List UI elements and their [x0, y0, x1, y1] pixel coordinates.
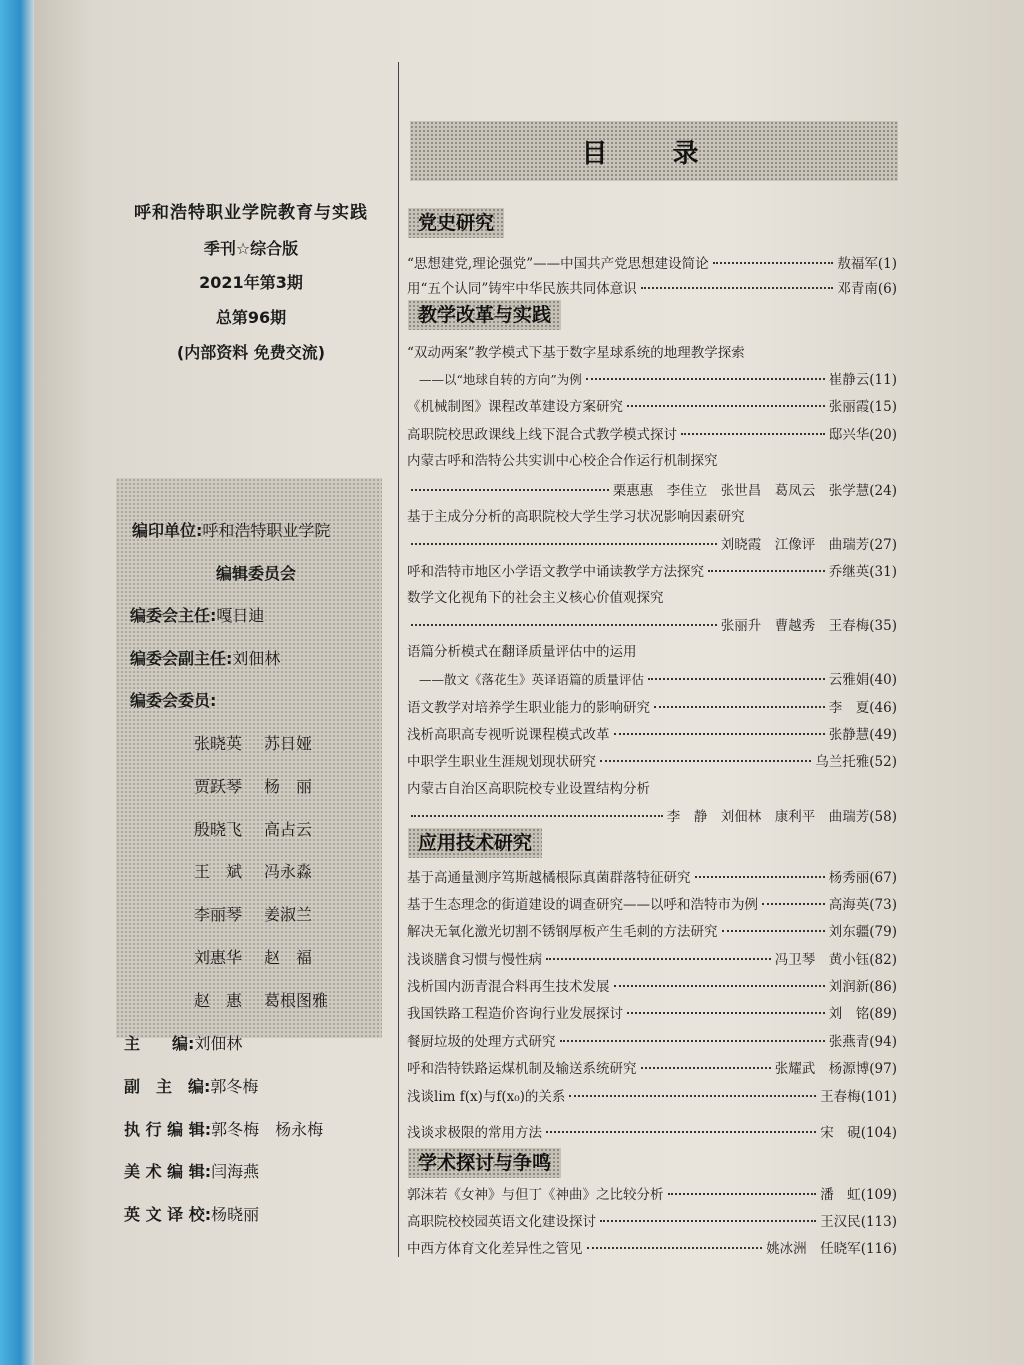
- toc-entry-author: 李 夏: [828, 700, 870, 716]
- toc-entry-title: 我国铁路工程造价咨询行业发展探讨: [407, 1006, 623, 1022]
- toc-heading-band: [410, 121, 898, 181]
- director-label: 编委会主任:: [130, 606, 217, 625]
- toc-entry-title: 解决无氧化激光切割不锈钢厚板产生毛刺的方法研究: [407, 924, 718, 940]
- toc-entry-author: 王汉民: [820, 1214, 861, 1230]
- toc-leader-dots: [668, 1193, 817, 1195]
- toc-entry: [407, 1210, 897, 1230]
- toc-entry-title: 用“五个认同”铸牢中华民族共同体意识: [407, 281, 637, 297]
- toc-entry-title: 语文教学对培养学生职业能力的影响研究: [407, 700, 650, 716]
- vice-director-line: [130, 646, 280, 669]
- members-label: 编委会委员:: [130, 691, 217, 710]
- toc-entry: [407, 640, 897, 660]
- toc-entry-page: (116): [860, 1241, 897, 1257]
- vice-director-label: 编委会副主任:: [130, 649, 233, 668]
- toc-leader-dots: [546, 1131, 816, 1133]
- toc-leader-dots: [648, 678, 825, 680]
- toc-leader-dots: [411, 489, 609, 491]
- toc-entry: [407, 479, 897, 499]
- toc-entry-title: 浅谈lim f(x)与f(x₀)的关系: [407, 1089, 566, 1105]
- toc-entry-page: (20): [869, 427, 897, 443]
- toc-entry-title: 内蒙古呼和浩特公共实训中心校企合作运行机制探究: [407, 453, 718, 469]
- toc-entry: [407, 1057, 897, 1077]
- toc-entry-page: (40): [869, 672, 897, 688]
- toc-leader-dots: [587, 1247, 763, 1249]
- toc-entry: [407, 1085, 897, 1105]
- toc-entry-title: “思想建党,理论强党”——中国共产党思想建设简论: [407, 256, 709, 272]
- deputy-editor-line: 副 主 编:郭冬梅: [124, 1077, 259, 1096]
- toc-entry: [407, 696, 897, 716]
- member-row: 刘惠华 赵 福: [194, 948, 313, 967]
- toc-entry: [407, 614, 897, 634]
- member-row: 殷晓飞 高占云: [194, 820, 313, 839]
- toc-entry-author: 崔静云: [828, 372, 870, 388]
- toc-entry-page: (97): [869, 1061, 897, 1077]
- director-value: 嘎日迪: [216, 606, 265, 625]
- toc-leader-dots: [722, 930, 825, 932]
- toc-leader-dots: [600, 760, 811, 762]
- toc-leader-dots: [627, 1012, 825, 1014]
- toc-entry-page: (15): [869, 399, 897, 415]
- toc-entry-author: 张丽升 曹越秀 王春梅: [720, 618, 870, 634]
- section-heading: 应用技术研究: [408, 828, 542, 858]
- toc-leader-dots: [762, 903, 825, 905]
- toc-entry-title: 中西方体育文化差异性之管见: [407, 1241, 583, 1257]
- toc-entry-title: 浅析高职高专视听说课程模式改革: [407, 727, 610, 743]
- toc-entry-author: 敖福军: [837, 256, 878, 272]
- toc-entry: [407, 449, 897, 469]
- toc-heading: 目 录: [581, 139, 727, 169]
- journal-title: 呼和浩特职业学院教育与实践: [134, 203, 368, 223]
- toc-entry-page: (82): [869, 952, 897, 968]
- toc-entry-author: 刘东疆: [828, 924, 870, 940]
- toc-entry-author: 杨秀丽: [828, 870, 870, 886]
- toc-entry-page: (73): [869, 897, 897, 913]
- english-proof-line: 英 文 译 校:杨晓丽: [124, 1205, 260, 1224]
- toc-entry-page: (109): [860, 1187, 897, 1203]
- toc-entry-page: (52): [869, 754, 897, 770]
- toc-entry-title: 基于高通量测序笃斯越橘根际真菌群落特征研究: [407, 870, 691, 886]
- publisher-label: 编印单位:: [132, 521, 203, 540]
- toc-entry: [407, 341, 897, 361]
- toc-entry-title: 呼和浩特市地区小学语文教学中诵读教学方法探究: [407, 564, 704, 580]
- toc-entry-page: (94): [869, 1034, 897, 1050]
- toc-entry-author: 潘 虹: [820, 1187, 861, 1203]
- toc-leader-dots: [641, 287, 834, 289]
- vice-director-value: 刘佃林: [232, 649, 281, 668]
- toc-entry-page: (27): [869, 537, 897, 553]
- toc-entry: [407, 1237, 897, 1257]
- toc-entry: [407, 920, 897, 940]
- toc-leader-dots: [695, 876, 825, 878]
- toc-entry-author: 冯卫琴 黄小钰: [774, 952, 870, 968]
- committee-heading: 编辑委员会: [216, 564, 297, 583]
- toc-leader-dots: [614, 733, 825, 735]
- toc-entry-title: 浅谈膳食习惯与慢性病: [407, 952, 542, 968]
- toc-entry-page: (79): [869, 924, 897, 940]
- toc-entry-author: 乌兰托雅: [815, 754, 870, 770]
- toc-entry-author: 刘润新: [828, 979, 870, 995]
- toc-entry-title: 高职院校校园英语文化建设探讨: [407, 1214, 596, 1230]
- toc-entry-author: 乔继英: [828, 564, 870, 580]
- toc-leader-dots: [627, 405, 825, 407]
- toc-leader-dots: [569, 1095, 816, 1097]
- toc-entry-author: 张燕青: [828, 1034, 870, 1050]
- toc-entry-author: 邓青南: [837, 281, 878, 297]
- toc-entry-page: (1): [877, 256, 897, 272]
- toc-entry-title: “双动两案”教学模式下基于数字星球系统的地理教学探索: [407, 345, 745, 361]
- journal-note: (内部资料 免费交流): [176, 343, 326, 362]
- toc-entry-page: (11): [869, 372, 897, 388]
- toc-entry: [407, 423, 897, 443]
- toc-entry-author: 宋 硯: [820, 1125, 861, 1141]
- toc-entry: [407, 777, 897, 797]
- toc-entry-page: (104): [860, 1125, 897, 1141]
- toc-leader-dots: [614, 985, 825, 987]
- toc-entry-title: 基于主成分分析的高职院校大学生学习状况影响因素研究: [407, 509, 745, 525]
- toc-entry: [407, 668, 897, 688]
- toc-entry-page: (35): [869, 618, 897, 634]
- toc-entry-title: 餐厨垃圾的处理方式研究: [407, 1034, 556, 1050]
- toc-leader-dots: [600, 1220, 816, 1222]
- toc-entry: [407, 750, 897, 770]
- art-editor-line: 美 术 编 辑:闫海燕: [124, 1162, 260, 1181]
- toc-entry-title: 中职学生职业生涯规划现状研究: [407, 754, 596, 770]
- toc-entry: [407, 975, 897, 995]
- toc-entry-page: (49): [869, 727, 897, 743]
- toc-entry-author: 云雅娟: [828, 672, 870, 688]
- toc-entry: [407, 277, 897, 297]
- toc-entry: [407, 560, 897, 580]
- toc-entry: [407, 1121, 897, 1141]
- chief-editor-line: 主 编:刘佃林: [124, 1034, 243, 1053]
- toc-entry-author: 姚冰洲 任晓军: [766, 1241, 861, 1257]
- toc-entry-title: 语篇分析模式在翻译质量评估中的运用: [407, 644, 637, 660]
- toc-leader-dots: [411, 624, 717, 626]
- toc-entry-title: ——散文《落花生》英译语篇的质量评估: [419, 672, 645, 687]
- toc-entry-author: 张静慧: [828, 727, 870, 743]
- exec-editor-line: 执 行 编 辑:郭冬梅 杨永梅: [124, 1120, 324, 1139]
- toc-leader-dots: [546, 958, 771, 960]
- member-row: 贾跃琴 杨 丽: [194, 777, 313, 796]
- section-heading: 学术探讨与争鸣: [408, 1148, 561, 1178]
- toc-entry-page: (24): [869, 483, 897, 499]
- toc-leader-dots: [411, 543, 717, 545]
- member-row: 李丽琴 姜淑兰: [194, 905, 313, 924]
- toc-entry-page: (31): [869, 564, 897, 580]
- toc-entry-page: (86): [869, 979, 897, 995]
- toc-entry-page: (67): [869, 870, 897, 886]
- section-heading: 教学改革与实践: [408, 300, 561, 330]
- publisher-value: 呼和浩特职业学院: [202, 521, 331, 540]
- toc-entry: [407, 948, 897, 968]
- member-row: 赵 惠 葛根图雅: [194, 991, 329, 1010]
- toc-entry-page: (89): [869, 1006, 897, 1022]
- toc-leader-dots: [681, 433, 825, 435]
- toc-entry-title: 《机械制图》课程改革建设方案研究: [407, 399, 623, 415]
- toc-leader-dots: [708, 570, 825, 572]
- toc-entry: [407, 805, 897, 825]
- toc-leader-dots: [560, 1040, 825, 1042]
- toc-entry-page: (101): [860, 1089, 897, 1105]
- publisher-line: [132, 518, 330, 541]
- toc-entry: [407, 395, 897, 415]
- toc-entry-title: 浅析国内沥青混合料再生技术发展: [407, 979, 610, 995]
- toc-entry-page: (58): [869, 809, 897, 825]
- toc-entry: [407, 505, 897, 525]
- journal-issue: 2021年第3期: [199, 273, 303, 292]
- book-spine-edge: [0, 0, 34, 1365]
- toc-entry-title: 基于生态理念的街道建设的调查研究——以呼和浩特市为例: [407, 897, 758, 913]
- toc-entry-title: 数学文化视角下的社会主义核心价值观探究: [407, 590, 664, 606]
- journal-edition: 季刊☆综合版: [203, 239, 299, 258]
- toc-entry: [407, 866, 897, 886]
- column-divider: [398, 62, 399, 1257]
- toc-entry-title: 内蒙古自治区高职院校专业设置结构分析: [407, 781, 650, 797]
- toc-entry: [407, 586, 897, 606]
- toc-leader-dots: [641, 1067, 771, 1069]
- director-line: [130, 603, 264, 626]
- toc-entry: [407, 893, 897, 913]
- toc-entry-author: 刘晓霞 江像评 曲瑞芳: [720, 537, 870, 553]
- toc-entry: [407, 1030, 897, 1050]
- toc-entry-author: 栗惠惠 李佳立 张世昌 葛凤云 张学慧: [612, 483, 870, 499]
- member-row: 张晓英 苏日娅: [194, 734, 313, 753]
- toc-entry-author: 高海英: [828, 897, 870, 913]
- section-heading: 党史研究: [408, 208, 504, 238]
- toc-entry-author: 张丽霞: [828, 399, 870, 415]
- member-row: 王 斌 冯永淼: [194, 862, 313, 881]
- toc-entry-page: (46): [869, 700, 897, 716]
- toc-entry: [407, 533, 897, 553]
- toc-entry-author: 张耀武 杨源博: [774, 1061, 870, 1077]
- toc-entry: [407, 723, 897, 743]
- toc-entry-title: 呼和浩特铁路运煤机制及输送系统研究: [407, 1061, 637, 1077]
- toc-entry-page: (6): [877, 281, 897, 297]
- toc-entry-author: 王春梅: [820, 1089, 861, 1105]
- toc-leader-dots: [586, 378, 825, 380]
- toc-entry-author: 李 静 刘佃林 康利平 曲瑞芳: [666, 809, 870, 825]
- toc-entry-author: 刘 铭: [828, 1006, 870, 1022]
- toc-entry-title: 郭沫若《女神》与但丁《神曲》之比较分析: [407, 1187, 664, 1203]
- toc-entry-author: 邸兴华: [828, 427, 870, 443]
- toc-entry: [407, 1002, 897, 1022]
- toc-entry: [407, 1183, 897, 1203]
- toc-entry-title: ——以“地球自转的方向”为例: [419, 372, 582, 387]
- toc-leader-dots: [411, 815, 663, 817]
- toc-entry: [407, 368, 897, 388]
- toc-leader-dots: [713, 262, 834, 264]
- toc-entry-title: 浅谈求极限的常用方法: [407, 1125, 542, 1141]
- toc-entry-page: (113): [860, 1214, 897, 1230]
- toc-entry: [407, 252, 897, 272]
- toc-leader-dots: [654, 706, 825, 708]
- journal-total-issue: 总第96期: [215, 308, 287, 327]
- toc-entry-title: 高职院校思政课线上线下混合式教学模式探讨: [407, 427, 677, 443]
